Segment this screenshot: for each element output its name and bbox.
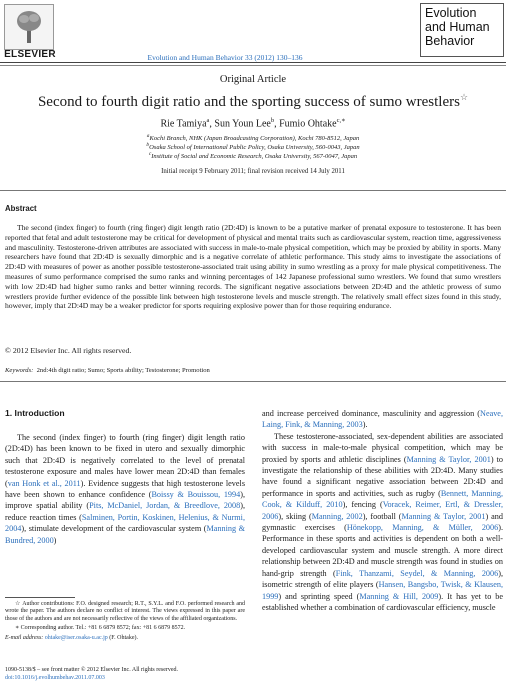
body-text: ) to investigate the relationship of these abilities with 2D:4D. Many studies have found a significant negative association between 2D:4D and performance in sports and activities, such as rugby (: [262, 454, 503, 498]
email-tail: (F. Ohtake).: [109, 634, 138, 641]
citation-link[interactable]: Manning & Bundred, 2000: [5, 524, 246, 545]
title-footnote-mark[interactable]: ☆: [459, 92, 469, 102]
body-text: ). It has yet to be established whether a combination of cardiovascular efficiency, muscle: [262, 591, 504, 612]
affiliation: $^a$Kochi Branch, NHK (Japan Broadcasting Corporation), Kochi 780-8512, Japan: [146, 133, 360, 143]
body-text: The second (index finger) to fourth (ring finger) digit length ratio (2D:4D) has been known to be fixed in utero and sexually dimorphic such that 2D:4D is negatively correlated to the level of prenatal testosterone exposure and males have lower mean 2D:4D than females (: [5, 433, 245, 488]
left-column: [5, 432, 245, 546]
issn-doi-block: [5, 666, 178, 682]
issn-line: 1090-5138/$ – see front matter © 2012 Elsevier Inc. All rights reserved.: [5, 667, 179, 673]
affiliation: $^c$Institute of Social and Economic Research, Osaka University, 567-0047, Japan: [148, 151, 358, 161]
body-text: These testosterone-associated, sex-dependent abilities are associated with success in male-to-male physical competition, which may be proxied by sports and athletic disciplines (: [262, 431, 503, 464]
citation-link[interactable]: Voracek, Reimer, Ertl, & Dressler, 2006: [262, 500, 503, 521]
publisher-name: ELSEVIER: [4, 49, 56, 60]
body-text: ). Evidence suggests that high testosterone levels have been shown to enhance confidence (: [5, 478, 245, 500]
footnotes: [5, 601, 245, 644]
journal-title-line: Behavior: [425, 34, 475, 48]
footnote-rule: [5, 597, 75, 598]
email-link[interactable]: ohtake@iser.osaka-u.ac.jp: [44, 634, 108, 641]
corresponding-author-footnote: ∗ Corresponding author. Tel.: +81 6 6879 8572; fax: +81 6 6879 8572.: [15, 625, 186, 632]
received-dates: Initial receipt 9 February 2011; final revision received 14 July 2011: [161, 168, 345, 175]
intro-paragraph: [5, 432, 245, 546]
right-column: [262, 408, 503, 613]
body-text: ) and gymnastic exercises (: [262, 511, 503, 533]
body-text: ), fencing (: [342, 500, 383, 510]
abstract-bottom-divider: [0, 381, 506, 382]
journal-title-line: Evolution: [425, 6, 477, 20]
journal-title-box: [420, 3, 504, 57]
header-divider: [0, 62, 506, 63]
body-text: ), skiing (: [278, 511, 312, 521]
author-contributions-footnote: ☆ Author contributions: F.O. designed research; R.T., S.Y.L. and F.O. performed research and wrote the paper. The authors declare no conflict of interest. The views expressed in this paper are those of the authors and are not necessarily reflective of the views of the affiliated organizations.: [5, 601, 245, 622]
body-text: ), isometric strength of elite players (: [262, 568, 503, 590]
doi-link[interactable]: doi:10.1016/j.evolhumbehav.2011.07.003: [5, 675, 105, 681]
body-text: ) and sprinting speed (: [278, 591, 360, 601]
article-title: [0, 92, 506, 111]
author-affiliation-mark: b: [270, 117, 275, 124]
affiliation: $^b$Osaka School of International Public Policy, Osaka University, 560-0043, Japan: [146, 142, 360, 152]
citation-link[interactable]: Manning & Hill, 2009: [359, 591, 439, 601]
title-text: Second to fourth digit ratio and the sporting success of sumo wrestlers: [37, 94, 460, 110]
author-name[interactable]: Rie Tamiya: [160, 118, 207, 130]
citation-link[interactable]: Hönekopp, Manning, & Müller, 2006: [346, 523, 499, 533]
email-label: E-mail address:: [5, 634, 44, 641]
citation-link[interactable]: Salminen, Portin, Koskinen, Helenius, & Nurmi, 2004: [5, 512, 245, 534]
article-type: Original Article: [219, 74, 287, 85]
body-text: ).: [362, 420, 368, 430]
body-text: ), stimulate development of the cardiovascular system (: [21, 524, 207, 534]
intro-paragraph: [262, 431, 503, 614]
body-text: ), improve spatial ability (: [5, 490, 245, 511]
author-affiliation-mark: a: [206, 117, 210, 124]
abstract-body: [5, 223, 501, 311]
section-heading-introduction: 1. Introduction: [5, 408, 65, 418]
keywords-list: 2nd:4th digit ratio; Sumo; Sports ability; Testosterone; Promotion: [36, 367, 210, 374]
body-text: ), football (: [362, 511, 402, 521]
elsevier-logo: [4, 4, 54, 50]
author-affiliation-mark: c,∗: [336, 117, 346, 124]
citation-link[interactable]: Manning & Taylor, 2001: [406, 454, 491, 464]
intro-paragraph: [262, 408, 503, 431]
tree-logo-icon: [15, 9, 43, 43]
journal-citation-link[interactable]: Evolution and Human Behavior 33 (2012) 130–136: [147, 53, 303, 62]
body-text: ): [53, 535, 57, 545]
copyright-notice: © 2012 Elsevier Inc. All rights reserved.: [5, 346, 132, 355]
email-footnote: [5, 635, 245, 642]
citation-link[interactable]: Bennett, Manning, Cook, & Kilduff, 2010: [262, 488, 503, 510]
header-divider-thin: [0, 65, 506, 66]
body-text: ), reduce reaction times (: [5, 501, 245, 522]
author-list: Rie Tamiya$^a$, Sun Youn Lee$^b$, Fumio Ohtake$^{c,∗}$: [160, 117, 346, 130]
citation-link[interactable]: Boissy & Bouissou, 1994: [151, 490, 241, 500]
citation-link[interactable]: Neave, Laing, Fink, & Manning, 2003: [262, 409, 503, 430]
author-name[interactable]: Fumio Ohtake: [279, 118, 337, 130]
keywords: [5, 367, 210, 374]
abstract-heading: Abstract: [5, 204, 37, 213]
citation-link[interactable]: Manning & Taylor, 2001: [401, 511, 486, 521]
keywords-label: Keywords:: [5, 367, 34, 374]
citation-link[interactable]: van Honk et al., 2011: [7, 478, 81, 488]
citation-link[interactable]: Pits, McDaniel, Jordan, & Breedlove, 2008: [89, 501, 241, 511]
abstract-paragraph: The second (index finger) to fourth (ring finger) digit length ratio (2D:4D) is known to be a putative marker of prenatal exposure to testosterone. It has been reported that fetal and adult testosterone may be critical for development of physical and mental traits such as cardiovascular system, reaction time, aggressiveness and masculinity. Testosterone-driven attributes are associated with success in male-to-male physical competition, which may be proxied by ability in sports. Many researchers have found that 2D:4D is sexually dimorphic and is a negative correlate of athletic performance. This study aims to investigate the associations of 2D:4D with measures of power as another possible testosterone-associated trait using ability in sumo wrestling as a proxy for male physical competitiveness. The measures of sumo performance comprised the sumo ranks and winning percentages of 142 Japanese professional sumo wrestlers. We found that sumo wrestlers with low 2D:4D had higher sumo ranks and better winning records. The significant negative associations between 2D:4D and the athletic prowess of sumo wrestlers provide further evidence of the possible link between high testosterone levels and muscle strength. The relatively small effect sizes found in this study, however, imply that 2D:4D may be a weaker predictor for sports requiring explosive power than for those requiring endurance.: [5, 223, 501, 311]
body-text: and increase perceived dominance, masculinity and aggression (: [262, 409, 481, 418]
abstract-top-divider: [0, 190, 506, 191]
journal-title-line: and Human: [425, 20, 490, 34]
body-text: ). Performance in these sports and activities is dependent on both a well-developed cardiovascular system and muscle strength. A more direct relationship between 2D:4D and muscle strength was found in studies on hand-grip strength (: [262, 523, 503, 578]
citation-link[interactable]: Fink, Thanzami, Seydel, & Manning, 2006: [335, 568, 499, 578]
author-name[interactable]: Sun Youn Lee: [214, 118, 271, 130]
citation-link[interactable]: Manning, 2002: [311, 511, 363, 521]
citation-link[interactable]: Hansen, Bangsbo, Twisk, & Klausen, 1999: [262, 580, 503, 601]
